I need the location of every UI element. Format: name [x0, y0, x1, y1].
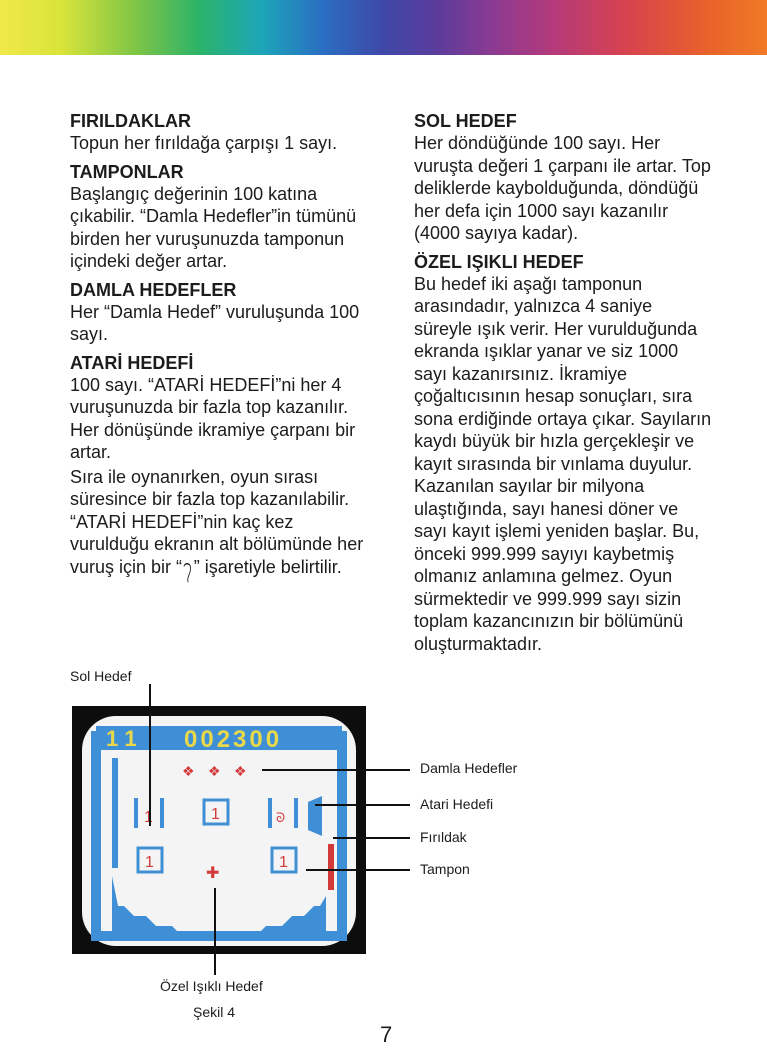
score-display: 002300 [184, 726, 283, 753]
text-atari-hedefi: 100 sayı. “ATARİ HEDEFİ”ni her 4 vuruşunuzda bir fazla top kazanılır. Her dönüşünde ikramiye çarpanı bir artar. [70, 374, 356, 462]
text-firildaklar: Topun her fırıldağa çarpışı 1 sayı. [70, 133, 338, 153]
special-light-target: ✚ [206, 865, 220, 882]
drop-target-3: ❖ [234, 763, 247, 779]
heading-damla-hedefler: DAMLA HEDEFLER [70, 279, 237, 300]
text-damla-hedefler: Her “Damla Hedef” vuruluşunda 100 sayı. [70, 301, 360, 344]
drop-target-1: ❖ [182, 763, 195, 779]
text-sol-hedef: Her döndüğünde 100 sayı. Her vuruşta değeri 1 çarpanı ile artar. Top deliklerde kaybolduğunda, döndüğü her defa için 1000 sayı kazanılır (4000 sayıya kadar). [414, 133, 711, 243]
heading-atari-hedefi: ATARİ HEDEFİ [70, 352, 194, 373]
label-sol-hedef: Sol Hedef [70, 668, 132, 684]
page-number: 7 [380, 1022, 393, 1047]
center-bumper-value: 1 [211, 806, 220, 823]
heading-sol-hedef: SOL HEDEF [414, 111, 517, 131]
left-bumper-value: 1 [145, 854, 154, 871]
drop-target-2: ❖ [208, 763, 221, 779]
label-tampon: Tampon [420, 861, 470, 877]
label-ozel-isikli-hedef: Özel Işıklı Hedef [160, 978, 263, 994]
score-left: 1 1 [106, 726, 137, 751]
heading-ozel-isikli-hedef: ÖZEL IŞIKLI HEDEF [414, 251, 584, 272]
label-atari-hedefi: Atari Hedefi [420, 796, 494, 812]
heading-firildaklar: FIRILDAKLAR [70, 111, 191, 131]
left-target-value: 1 [144, 809, 153, 826]
right-bumper-value: 1 [279, 854, 288, 871]
text-atari-hedefi-2: Sıra ile oynanırken, oyun sırası süresince bir fazla top kazanılabilir. “ATARİ HEDEFİ”nin kaç kez vurulduğu ekranın alt bölümünde her vuruş için bir “᭢” işaretiyle belirtilir. [70, 466, 364, 577]
text-ozel-isikli-hedef: Bu hedef iki aşağı tamponun arasındadır, yalnızca 4 saniye süreyle ışık verir. Her vurulduğunda ekranda ışıklar yanar ve siz 1000 sayı kazanırsınız. İkramiye çoğaltıcısının hesap sonuçları, sıra sona erdiğinde ortaya çıkar. Sayıların kaydı büyük bir hızla gerçekleşir ve kayıt sırasında bir vınlama duyulur. Kazanılan sayılar bir milyona ulaştığında, sayı hanesi döner ve sayı kayıt işlemi yeniden başlar. Bu, önceki 999.999 sayıyı kaybetmiş olmanız anlamına gelmez. Oyun sürmektedir ve 999.999 sayı sizin toplam kazancınızın bir bölümünü oluşturmaktadır. [414, 273, 712, 654]
figure-caption: Şekil 4 [193, 1004, 236, 1020]
label-firildak: Fırıldak [420, 829, 467, 845]
label-damla-hedefler: Damla Hedefler [420, 760, 518, 776]
atari-target-symbol: ᘐ [276, 810, 286, 825]
heading-tamponlar: TAMPONLAR [70, 161, 184, 182]
text-tamponlar: Başlangıç değerinin 100 katına çıkabilir. “Damla Hedefler”in tümünü birden her vuruşunuzda tamponun içindeki değer artar. [70, 183, 357, 271]
